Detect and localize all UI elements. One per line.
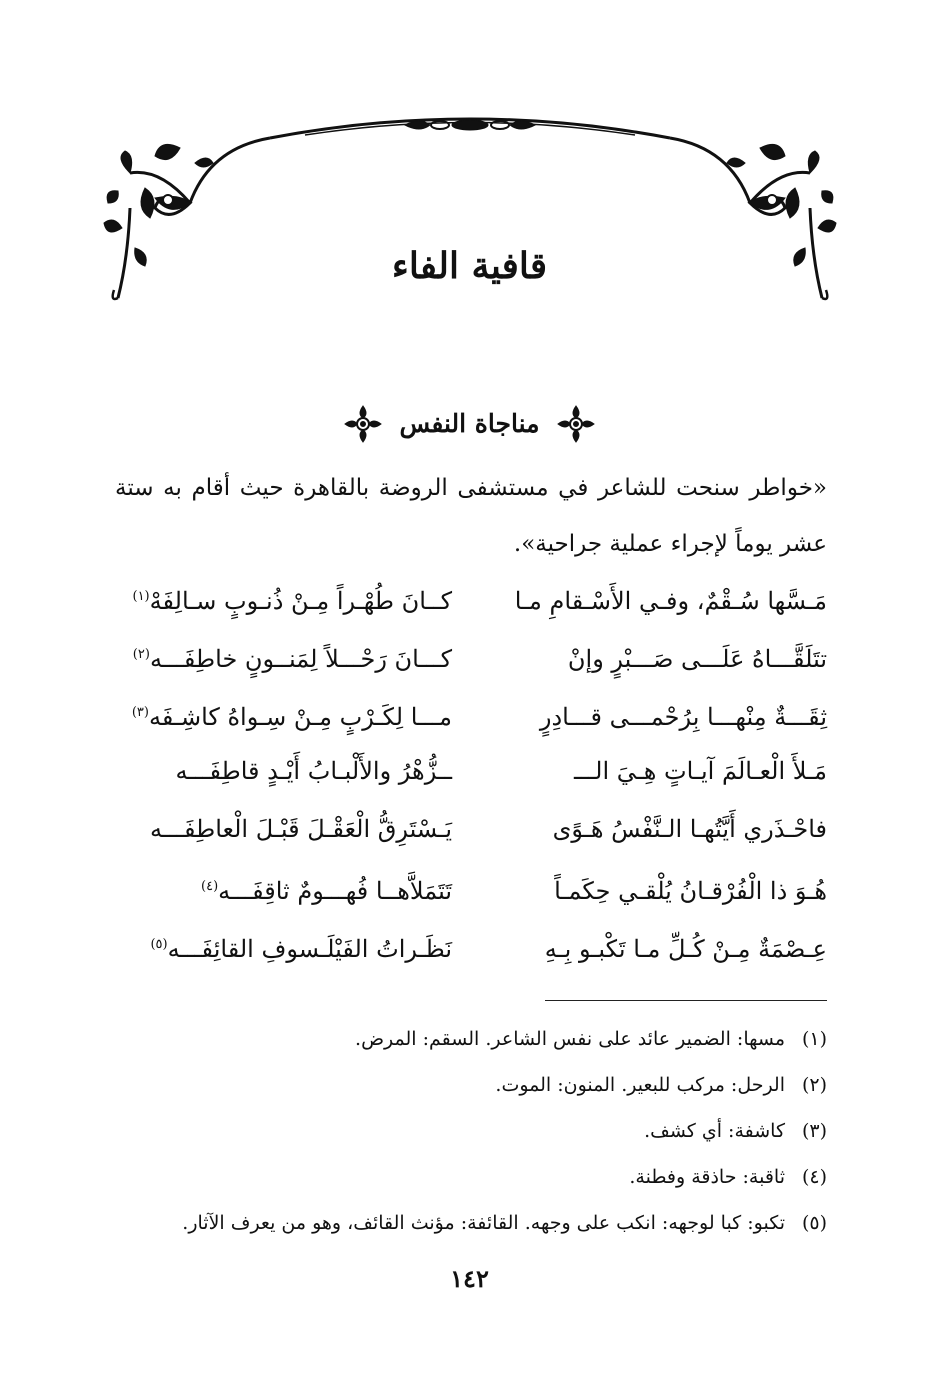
first-hemistich: مَـسَّها سُـقْمٌ، وفـي الأَسْـقامِ مـا: [514, 587, 827, 615]
footnote-ref[interactable]: (١): [132, 589, 150, 604]
footnote-text: تكبو: كبا لوجهه: انكب على وجهه. القائفة: مؤنث القائف، وهو من يعرف الآثار.: [182, 1212, 785, 1234]
footnote-text: الرحل: مركب للبعير. المنون: الموت.: [495, 1074, 785, 1096]
second-hemistich: كــانَ طُهْـراً مِـنْ ذُنـوبٍ سـالِفَهْ$^{(١)}$: [132, 587, 452, 615]
first-hemistich: هُـوَ ذا الْفُرْقـانُ يُلْقـي حِكَمـاً: [554, 877, 827, 905]
second-hemistich: ــزُّهْرُ والأَلْبـابُ أَيْـدٍ قاطِفَـــه: [175, 757, 452, 785]
footnote-number: (٢): [801, 1074, 827, 1096]
footnote-ref[interactable]: (٤): [201, 879, 219, 894]
footnote-ref[interactable]: (٢): [132, 647, 150, 662]
footnote: [97, 1108, 827, 1154]
first-hemistich: ثِقَـــةٌ مِنْهـــا بِرُحْمـــى قـــادِرٍ: [539, 703, 827, 731]
page-number: ١٤٢: [450, 1264, 489, 1293]
verse: [112, 916, 827, 974]
verse: [112, 800, 827, 858]
footnote-number: (٤): [801, 1166, 827, 1188]
poem-header: [0, 402, 939, 446]
first-hemistich: مَـلأَ الْعـالَمَ آيـاتٍ هِـيَ الـــ: [574, 757, 827, 785]
top-center-ornament: [405, 120, 535, 130]
footnote: [97, 1062, 827, 1108]
footnote-text: كاشفة: أي كشف.: [644, 1120, 785, 1142]
second-hemistich: نَظَـراتُ الفَيْلَـسوفِ القائِفَـــه$^{(٥)}$: [150, 935, 452, 963]
footnote: [97, 1154, 827, 1200]
footnote-ref[interactable]: (٥): [150, 937, 168, 952]
chapter-title: قافية الفاء: [391, 245, 548, 287]
verse: [112, 742, 827, 800]
verse: [112, 568, 827, 626]
verse: [112, 684, 827, 742]
footnote: [97, 1016, 827, 1062]
footnote: [97, 1200, 827, 1246]
footnote-number: (٣): [801, 1120, 827, 1142]
poem-title: مناجاة النفس: [399, 409, 540, 438]
verse: [112, 626, 827, 684]
footnote-number: (٥): [801, 1212, 827, 1234]
second-hemistich: يَـسْتَرِقُّ الْعَقْـلَ قَبْـلَ الْعاطِفَـــه: [149, 815, 452, 843]
footnote-text: مسها: الضمير عائد على نفس الشاعر. السقم: المرض.: [355, 1028, 785, 1050]
title-ornament-icon: [554, 402, 598, 446]
first-hemistich: فاحْـذَري أَيَّتُهـا الـنَّفْسُ هَـوًى: [552, 815, 827, 843]
verse-list: [112, 568, 827, 974]
footnotes: [97, 1016, 827, 1246]
second-hemistich: تَتَمَلاَّهــا فُهـــومٌ ثاقِفَـــه$^{(٤)}$: [201, 877, 452, 905]
footnote-separator: [545, 1000, 827, 1001]
title-ornament-icon: [341, 402, 385, 446]
footnote-ref[interactable]: (٣): [131, 705, 149, 720]
verse: [112, 858, 827, 916]
first-hemistich: تتَلَقَّـــاهُ عَلَـــى صَـــبْرٍ وإنْ: [567, 645, 827, 673]
first-hemistich: عِـصْمَةٌ مِـنْ كُـلِّ مـا تَكْبـو بِـهِ: [544, 935, 827, 963]
poem-introduction: «خواطر سنحت للشاعر في مستشفى الروضة بالقاهرة حيث أقام به ستة عشر يوماً لإجراء عملية جراحية».: [115, 475, 827, 557]
second-hemistich: كـــانَ رَحْـــلاً لِمَنــونٍ خاطِفَـــه$^{(٢)}$: [132, 645, 452, 673]
second-hemistich: مـــا لِكَـرْبٍ مِـنْ سِـواهُ كاشِـفَه$^{(٣)}$: [131, 703, 452, 731]
footnote-number: (١): [801, 1028, 827, 1050]
footnote-text: ثاقبة: حاذقة وفطنة.: [629, 1166, 785, 1188]
